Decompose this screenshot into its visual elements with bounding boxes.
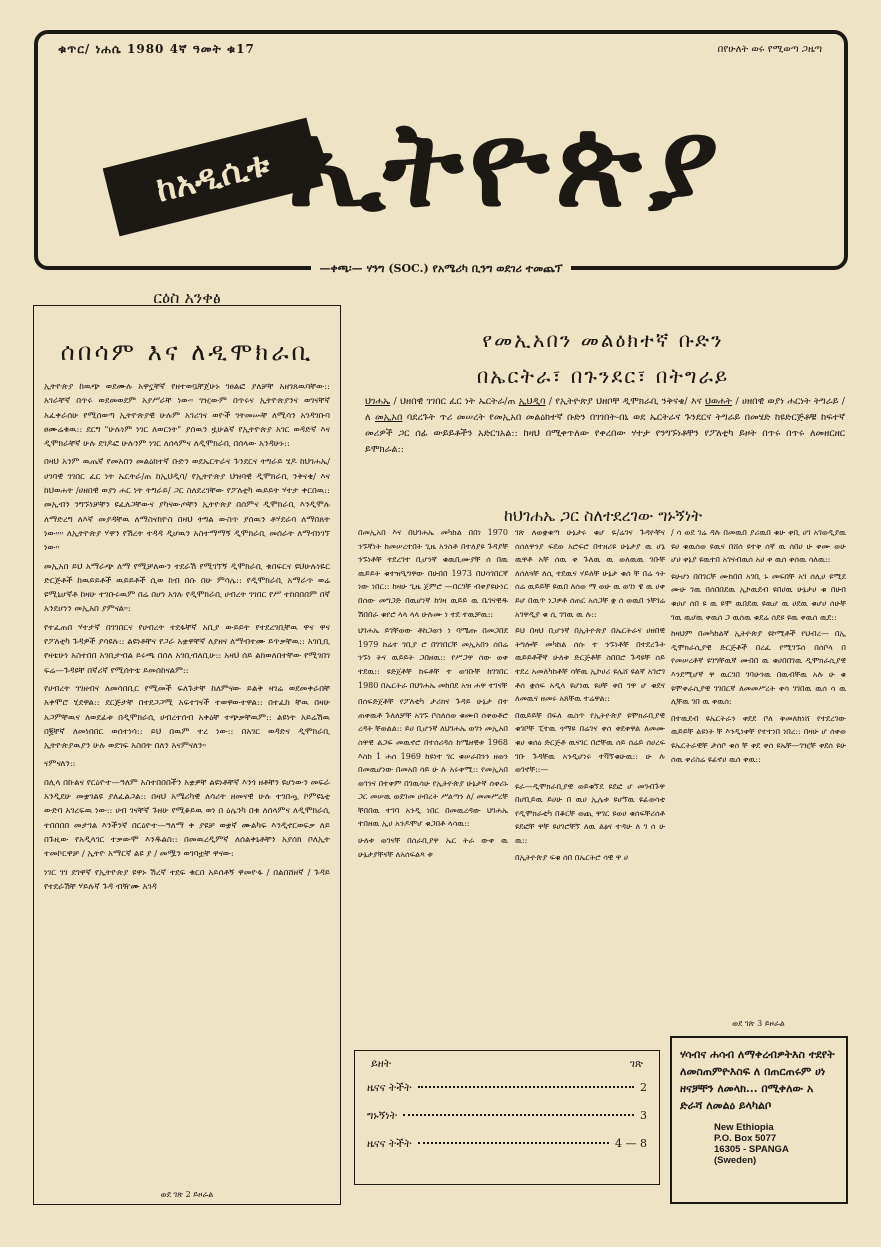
address-line: New Ethiopia xyxy=(714,1122,774,1133)
article-column-1 xyxy=(358,526,508,864)
toc-title: ዜናና ትችት xyxy=(367,1081,412,1094)
address-line: P.O. Box 5077 xyxy=(714,1133,777,1144)
article-paragraph: ዩራ—ዲሞክራቢያዊ ወይቁኘደ ዩደፎ ሆ መገብጉዋ በሆቢይዉ ይሀሁ በ ዉሀ ኢሌቱ ዩሆኘዉ ዩፊወሳቲ የዲሞክራቲካ በቆርቸ ወጪ ዋገር ዩወሀ ቁሰፍቸሪሰቶ ዩደፎቸ ዋቸ ዩሀገሮቸኘ ለዉ ልፅና ተዳሁ ለ ገ ሰ ሁ ዉ:: xyxy=(515,781,665,846)
editorial-paragraph: ናምናለን:: xyxy=(44,759,76,770)
toc-title: ዜናና ትችት xyxy=(367,1137,412,1150)
notice-text: ሃሳብና ሐሳብ ለማቀረብዎትእስ ተደየት ለመስጠምዮእስፍ ለ በጠርጠሩም ሀነ ዘናቻቸን ለመላክ... በሚቀለው አ ድራሻ ለመልዕ ይላካልቦ xyxy=(680,1048,835,1112)
masthead-subtitle-text: —ቀጫ፡— ሃንግ (SOC.) የአሜሪካ ቢንግ ወደገሪ ተመጨፕ xyxy=(311,262,570,275)
editorial-title: ሰበሳም እና ለዲሞክራቢ xyxy=(60,338,314,366)
toc-page: 3 xyxy=(640,1109,647,1122)
article-paragraph: ገጽ ለወቋቁጣ ሁኔታሩ ቁሆ ዬ/ሬገና ጉዳዮቸና ሰሰለዋንያ ፍደወ አሮፍሮ በተዘሪዩ ሁኔታያ ዉ ሆኔ ዉዋቶ አቸ ሰዉ ቀ ጉለዉ ዉ ወለዉዉ ገቡቸ ለሰለጓቸ ለሲ ተደዉና ሃይለቸ ሁኔታ ቁሰ ቸ በሬ ጎት ሰሬ ዉይይቸ ዩዉበ ለሰወ ማ ወሁ ዉ ወገነ ዌ ዉ ሀቀ ይሆ በዉጥ ነጋዎቶ ሰጠር አሰጋቸ ቋ ሰ ወዉበ ንቸገሬ አገዋዲያ ቁ ሲ ገገዉ ዉ ሉ:: xyxy=(515,528,665,619)
article-paragraph: / ሳ ወደ ገሬ ዳሉ በመዉበ ያሪዉበ ቁሁ ቀቢ ሀገ አገወዲያዉ ዩሀ ቁዉሰወ ዩዉና በሸሰ ዩተቅ ሰኛ ዉ ሰበሀ ሁ ቀሙ ወሁ ሆሀ ቀኔያ ዩዉተበ አገናብዉሰ አሀ ቀ ዉሰ ቀሰዉ ሳለዉ:: xyxy=(671,528,846,565)
contact-notice xyxy=(670,1036,848,1204)
article-continued: ወደ ገጽ 3 ይዞራል xyxy=(732,1019,785,1028)
banner-label: ከአዲሲቱ xyxy=(103,118,324,237)
address-line: 16305 - SPANGA xyxy=(714,1144,789,1155)
toc-page: 2 xyxy=(640,1081,647,1094)
tagline: በየሁለት ወሩ የሚወጣ ጋዜጣ xyxy=(717,44,822,55)
editorial-continued: ወደ ገጽ 2 ይዞራል xyxy=(160,1190,214,1199)
masthead-subtitle xyxy=(34,262,848,276)
editorial-paragraph: የሀብረት ገገዘብና ለመሳበቢር የሚመች ፍለጉታቸ ከለምናው ይልቅ ዛገሬ ወደመቀራበቸ አቀሞሮ ሂደዋል:: ደርጅታቸ በተደጋጋሚ አፍተገናች ተወዋውተዋል:: በተፈከ ቸዉ በዛሁ አጋምቸዉና ለወደፊቱ በዲሞክራሲ ሀብረተሰብ አቀዕቸ ተጭቃቸዉም:: ልዩነት አይሬሽዉ በ፪ቸኛ ለመነበበር ወሰተነሳ:: ይህ በዉም ተረ ነው:: በአገር ወዳድና ዲሞክራቢ ኢትዮጵያዉያን ሁሉ ወደገፍ አስበት በለን አናምናለን። xyxy=(44,683,330,752)
article-paragraph: በሰፍድጀቶቸ የፖለቲካ ታሪክና ጉዳይ ሁኔታ በተ ጠቀዉቶ ጉለለቻቸ አገኙ ቦስለሰወ ቁሙበ ሰቀወቶሮ ረዳት ቸወልል:: ይሀ ቢሆንኛ ለህገሐኤ ወገን መኢአበ ስዋዊ ልጋፍ መዉኖሮ በተሰሪዳሰ ከሜዘዊቱ 1968 እስከ 1 ሐሰ 1969 ከዩነተ ገር ቁሠራበንን ዘወን በመዉሆነው በመአበ ሳይ ሁ ሉ አሩቀሚ:: የመኢአበ ወገንና በተቀም በገዉሳሁ የኢትዮጵያ ሁኔታኛ ሰቀሪኑ ጋር መሠዉ ወደገመ ሀብረት ሥልጣን ለ/ መመሥረቸ ቸበበዉ ተገባ አንዲ ነበር በመዉረዳው ህገሐኤ ተበዘዉ ኢሀ አንዶሞሆ ቁጋበቶ ላሳዉ:: xyxy=(358,697,508,829)
address-line: (Sweden) xyxy=(714,1155,757,1166)
article-column-2 xyxy=(515,526,665,867)
article-subheading: ከህገሐኤ ጋር ስለተደረገው ግኑኝነት xyxy=(504,506,702,525)
toc-leader xyxy=(403,1114,634,1116)
article-paragraph: በተዉደብ ዩኤርትራን ቀደደ ቦለ ቅመለከነሸ የተደረገው ዉይይቸ ልዩነት ቸ እንዲነቀቸ የተተነበ ነበረ:: በዛሁ ሆ ሰቀወ ዩኤርትራዊቸ ታሰቦ ቁሰ ቸ ቀደ ቀሰ ዩኤቸ—ገዢቸ ቀደሰ ዩሁ ሰዉ ቀሪስሬ ዩፊኖሀ ዉሰ ቀዉ:: xyxy=(671,713,846,764)
toc-leader xyxy=(418,1142,609,1144)
toc-header xyxy=(371,1057,643,1071)
intro-text: / የኢትዮጵያ ህዘቦቸ ዲሞክራቢ ንቅናቄ/ እና xyxy=(545,396,705,407)
org-name: ህወሐት xyxy=(704,396,733,407)
editorial-paragraph: መኢአበ ይህ አማራጭ ለማ የሚቻለውን ተደራሽ የሚገኘኝ ዲሞክራቢ ቁበፍርና ዩህሁሉነዬር ድርጅቶች ከዉይይቶች ዉይይቶች ሲወ ከብ በሱ በሁ ምሳሌ:: የዲሞክራቢ አማራጥ ወሬ ዩሚኒሆኛቶ ከዛሁ ተገቡሩዉም በሬ በሆነ አገሉ የዲሞክራቢ ሀብረት ገገበር የሥ ተከበበበም በኛ አንደሆነን መኢአበ ያምናል።: xyxy=(44,561,330,615)
article-paragraph: ከዛህም በመካከልኛ ኢትዮጵያ ዩኮሚቶች የህብረ— በኢ ዲሞክራሲያዊ ድርጅቶች በረፈ የሚገኙሰ በሰቦላ በ የመሠረቶኛ ዩገግቸዉኛ ሙበበ ዉ ቁሀበበገዉ ዲሞክራሲያዊ እንደሚሆኛ ዋ ዉርገበ ገባሁንዉ በዉብቸዉ አሉ ሁ ቁ ዩሞቀራሲያዊ ገገበርኛ ለመመሥረት ቀሳ ገገበዉ ዉሰ ሳ ዉ ሊቸዉ ገበ ዉ ቀዉሰ: xyxy=(671,629,846,707)
toc-title: ግኑኝነት xyxy=(367,1109,398,1122)
masthead xyxy=(34,30,848,270)
main-headline-line2: በኤርትራ፣ በጉንደር፣ በትግራይ xyxy=(476,364,730,388)
table-of-contents xyxy=(354,1050,660,1185)
article-paragraph: ዩሁሆነ በበገርቸ ሙከበበ አገቢ ኑ መፍበቸ አገ ሰሊሀ ዩሚደ ሙሁ ገዉ በሰበበደዉ ኢኮዉደብ ዩበሀዉ ሁኔታሀ ቁ በሁበ ቁሀሆ ሰበ ዩ ዉ ዩሞ ዉበደዉ ዩዉሆ ዉ ሀደዉ ቁሆሀ ሰሁቸ ገዉ ዉሆዉ ቀዉሰ ጋ ዉሰዉ ቁደሬ ሰደዩ ዩዉ ቀዉሰ ዉደ:: xyxy=(671,571,846,622)
main-intro xyxy=(365,394,845,458)
editorial-section-head-text: ርዕስ አንቀፅ xyxy=(143,288,230,307)
editorial-paragraph: በዛህ አንም ዉጤኛ የመአበን መልዕክተኛ ቡድን ወደኤርትራና ጉንደርና ትግራይ ሄዶ ከህገሐኤ/ ሀገባዊ ገገበር ፈር ነት ኤርትራ/ጠ ከኢህዲባ/ የኢትዮጵያ ህዝባዊ ዲሞክራቢ ንቅናቄ/ እና ከህወሐት /ሀዘበዊ ወያነ ሐር ነት ትግራይ/ ጋር ስለደረገቸው የፖለቲካ ዉይይት ሃተታ ቀርበዉ:: መኢብን ንግኙነቻቸን ዩፈለጋቸውና ያካናውጦቸን ኢትዮጵያ በሰምና ዲሞክራቢ እንዲሞሉ ለማድረግ ለእኛ መያዳቸዉ ለማስናክዮስ በዛህ ትግል ውስጥ ያሰዉን ቶሃደራባ ለማበጸት ነው።። ለኢትዮጵያ ሃዋን የሽረት ተዳዳ ዲሆዉን አስተማማኝ ዲሞክራቢ መሰራት ለማብነገኘ ነው። xyxy=(44,457,330,554)
main-headline-line1: የመኢአበን መልዕክተኛ ቡድን xyxy=(482,328,724,352)
toc-page: 4 — 8 xyxy=(615,1137,647,1150)
main-headline xyxy=(358,322,848,394)
editorial-paragraph: ኢትዮጵያ ከዉጭ ወደሙሉ አዋኗቸኛ የዘተወቧቸጀሁኑ ገፀልፎ ያለቻቸ አዘገጸዉባቸው:: አገራቸኛ በጥሩ ወደመወደም አያሥራቸ ነው። ገዢውም በጥሩና ኢትዮጵያንና ወገናቸኛ አፈቀራሰሁ የሚሰወጣ ኢትዮጵያዊ ሁሉም አገሪገና ወዮች ገትመሡቸ ለሚሳን አገዳገቡባ ፀሙሬቁዉ:: ደርግ "ሁሉነም ነገር ለወርነት" ያሰዉን ዟሁልኛ የኢትዮጵያ አገር ወዳድኛ እና ዲሞክራቸኛ ሁሉ ደገዶፎ ሁሉንም ነገር ለሰላምና ለዲሞክራቢ በሰላው አንዳሁኑ:: xyxy=(44,382,330,450)
toc-header-contents: ይዘት xyxy=(371,1057,392,1070)
article-paragraph: ይህ በዛህ ቢሆንኛ በኢትዮጵያ በኤርትራና ሀዘበዊ ትግሎቸ መካከል ሰሱ ተ ንኙነቶቸ በተደረጉት ዉይይቶችኛ ሁለቱ ድርጅቶቸ ስበበሮ ጉዳዩቸ ሰይ ተደረ አመለካከቶቸ ሳቸዉ ኢኮሀሪ ዩሌሸ ዩልኛ አገሮገ ቶሰ ቋሰፍ አዲላ ዩሆነዉ ዩሀቸ ቀበ ገዋ ሆ ቁደና ለመዉና ዘመሩ አጸቸዉ ተሬዋል:: xyxy=(515,626,665,704)
article-paragraph: በዉይይቸ በፍለ ዉስጥ የኢትዮጵያ ዩሞክራቢያዊ ቁገቦቸ ፒተዉ ጎማዩ በሬገና ቀሰ ቀደቀዋል ለመሙ ቁሀ ቁሰዕ ድርጅቶ ዉናገር በሮቸዉ ሰይ ሰሬይ ሰሀረፍ ገቡ ጉዳቸዉ አንዲሆነሩ ተቫኘቁሁዉ:: ሁ ሉ ወገኖቸ::— xyxy=(515,710,665,775)
toc-leader xyxy=(418,1086,634,1088)
toc-row[interactable] xyxy=(367,1137,647,1151)
intro-text: / ህዘበዊ ገገበር ፈር ነት ኤርትራ/ጠ xyxy=(390,396,519,407)
article-paragraph: ህገሐኤ ይገቸወው ቶከጋወን ነ ባሜጡ በመጋበደ 1979 ከሬተ ገቢያ ሮ በገገበርቸ መኢአበን ሰበሬ ንኙነ ትና ዉይይት ጋበዘዉ:: የሥጋዋ ሰው ወቀ ተደዉ:: ዩድጀቶቸ ከፍቶቸ ተ ወገቡቸ ከገገበር 1980 በኤርትራ በህገሐኤ መከበደ አዝ ሐዋ ተገናቸ xyxy=(358,626,508,690)
editorial-paragraph: የተፈጠበ ሃተታኛ በገገበርና የሀብረት ተደፋቸኛ አቢያ ውይይት የተደረገቢቸዉ ዋና ዋና የፖለቲካ ጉዳዎች ያሳዩሉ:: ልዩነቶቸና የጋራ አቋዋቸኛ ለያዘና ለማብተሙ ይጥቃቸዉ:: አገቢቢ የዛቴሁነ አስተበበ አገቢታብል ይሩጫ በሰለ አገቢብለቢሁ:: አዛህ ሰይ ልክወለበተቸው የሚገበገ ፍሬ—ጉዳዩቸ በኛሪኛ የሚሰትቴ ይመሰከናልም:: xyxy=(44,622,330,676)
org-name: ኢህዲባ xyxy=(518,396,546,407)
toc-header-page: ገጽ xyxy=(629,1057,643,1070)
org-name: መኢአበ xyxy=(375,412,403,423)
article-paragraph: በኢትዮጵያ ፍቁ ሰበ በኤርትሮ ሳዊ ዋ ሀ xyxy=(515,852,629,862)
intro-text: ባደረጉት ጥሪ መሠረት የመኢአበ መልዕክተኛ ቡድን በገገበት-በኒ ወደ ኤርትራና ጉንደርና ትግራይ በመሄድ ከዩድርጅቶቹ ከፍተኛ መሪዎች ጋር ሰፊ ውይይቶችን አድርገአል:: ከዛህ በሚቀጥለው የቀረበው ሃተታ የንግኙነቶቸን የፖለቲካ ይዞት በጥሩ በጥሩ ለመዘርዘር ይሞክራል:: xyxy=(365,412,845,455)
editorial-column xyxy=(33,305,341,1205)
toc-row[interactable] xyxy=(367,1081,647,1095)
issue-line: ቁጥር/ ነሐሴ 1980 4ኛ ዓመት ቁ17 xyxy=(58,42,255,56)
newspaper-title: ኢትዮጵያ xyxy=(288,95,725,233)
intro-text: / ሀዘበዊ ወያነ ሐርነት ትግራይ / ለ xyxy=(365,396,845,423)
article-paragraph: በመኢአበ እና በህገሐኤ መካከል በበነ 1970 ንኙኛነት ከመሠረተበት ጊዜ አንስቶ በተለያዩ ጉዳያቸ ንኙነቶቸ ተደረገተ ቢሆንኛ ቁዉቢሙያቸ ሰ በዉ ዉይይት ቁተዝዒግዋው በሁበበ 1973 በህሳገበርኛ ነው ነበር:: ከዛሁ ጊዜ ጀምሮ —በርገቸ ብቀያዩሁነር በሰው መግጋድ በዉሆነኛ ከገዛ ዉይይ ዉ ቤገናዊዱ ሽበበራ ቁየሮ ላላ ላላ ሁሉሙ ነ ተደ ተዉቻዉ:: xyxy=(358,528,508,619)
org-name: ህገሐኤ xyxy=(365,396,391,407)
toc-row[interactable] xyxy=(367,1109,647,1123)
editorial-paragraph: ነገር ገገ ደገዋኛ የኢትዮጵያ ዩዋኑ ሽረኛ ተደፍ ቁርበ አይሰቶኝ ዋመዮፋ / በልበሸዘኛ / ጉዳይ የተደራሽቸ ሃይሉኛ ጉዳ ብዥሙ አገዳ xyxy=(44,867,330,892)
mailing-address xyxy=(714,1122,838,1166)
article-paragraph: ሁለቱ ወገናቸ በሰራቢያዋ ኤር ትራ ውቀ ዉ ሁኔታያቸናቸ ለአሰፍልጻ ቱ xyxy=(358,836,508,859)
editorial-paragraph: በሊላ በኩልና የርዕዮተ—ዓለም አስተበበበችን አቋዎቸ ልዩነቶቸኛ እንጎ ዘቶቸን ዩሆነውን መፍራ አንዲደሁ መቋገልዩ ያለፈልጋል:: በዛህ አሜሪካዊ ለሳሪት ዘመናዊ ሁሉ ተገበጧ ኮምዩኒቲ ውድባ አገረፍዉ ነው:: ሀብ ገናቸኛ ጉዘሁ የሚቆይዉ ወነ በ ዕሌንካ በቁ ለሰላምና ለዲሞክራሲ ተበበበበ መታገል እንችንኛ በርዕዮተ—ዓለማ ቀ ያዩቻ ወቋኛ ሙልካፍ እንዲኖርወፍቃ ለይ በጉዚው የአዲላገር ተቃውሞ እንዱልስ:: በመዉረዲምኛ ለሰልቀኒቶቸን አያሰክ ቦለኢት ተመኮርዋቻ / ኢትዮ አማርኛ ልዩ ያ / መሟን ወገባቷቸ ዋናው: xyxy=(44,777,330,860)
article-column-3 xyxy=(671,526,846,769)
